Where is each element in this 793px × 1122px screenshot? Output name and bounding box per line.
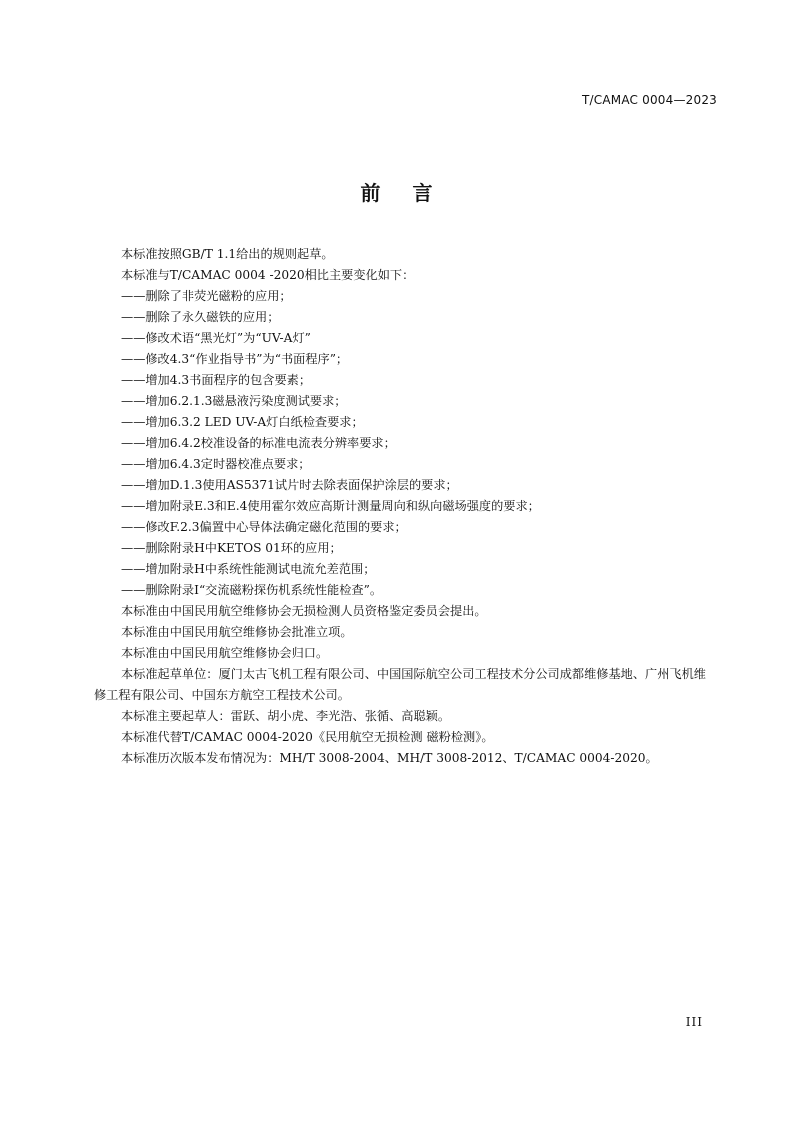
change-item: ——增加4.3书面程序的包含要素； xyxy=(121,373,312,387)
page-title: 前言 xyxy=(360,181,465,205)
page-number: III xyxy=(685,1015,703,1029)
change-item: ——增加附录E.3和E.4使用霍尔效应高斯计测量周向和纵向磁场强度的要求； xyxy=(121,499,540,513)
change-item: ——增加6.2.1.3磁悬液污染度测试要求； xyxy=(121,394,347,408)
change-item: ——增加6.3.2 LED UV-A灯白纸检查要求； xyxy=(121,415,364,429)
change-item: ——删除附录I“交流磁粉探伤机系统性能检查”。 xyxy=(121,583,383,597)
change-item: ——修改F.2.3偏置中心导体法确定磁化范围的要求； xyxy=(121,520,407,534)
paragraph-changes-intro: 本标准与T/CAMAC 0004 -2020相比主要变化如下： xyxy=(121,268,415,282)
paragraph-drafting-rules: 本标准按照GB/T 1.1给出的规则起草。 xyxy=(121,247,334,261)
paragraph-approval: 本标准由中国民用航空维修协会批准立项。 xyxy=(121,625,353,639)
change-item: ——删除了非荧光磁粉的应用； xyxy=(121,289,292,303)
change-item: ——修改术语“黑光灯”为“UV-A灯” xyxy=(121,331,311,345)
paragraph-drafters: 本标准主要起草人：雷跃、胡小虎、李光浩、张循、高聪颖。 xyxy=(121,709,451,723)
change-item: ——增加D.1.3使用AS5371试片时去除表面保护涂层的要求； xyxy=(121,478,458,492)
change-item: ——修改4.3“作业指导书”为“书面程序”； xyxy=(121,352,349,366)
change-item: ——删除了永久磁铁的应用； xyxy=(121,310,280,324)
paragraph-history: 本标准历次版本发布情况为：MH/T 3008-2004、MH/T 3008-2012、T/CAMAC 0004-2020。 xyxy=(121,751,658,765)
change-item: ——增加附录H中系统性能测试电流允差范围； xyxy=(121,562,376,576)
change-item: ——删除附录H中KETOS 01环的应用； xyxy=(121,541,342,555)
foreword-body xyxy=(94,244,714,769)
change-item: ——增加6.4.3定时器校准点要求； xyxy=(121,457,311,471)
document-code-header: T/CAMAC 0004—2023 xyxy=(582,93,717,107)
paragraph-drafting-units: 本标准起草单位：厦门太古飞机工程有限公司、中国国际航空公司工程技术分公司成都维修基地、广州飞机维修工程有限公司、中国东方航空工程技术公司。 xyxy=(94,667,706,702)
paragraph-replaces: 本标准代替T/CAMAC 0004-2020《民用航空无损检测 磁粉检测》。 xyxy=(121,730,494,744)
paragraph-jurisdiction: 本标准由中国民用航空维修协会归口。 xyxy=(121,646,329,660)
paragraph-proposer: 本标准由中国民用航空维修协会无损检测人员资格鉴定委员会提出。 xyxy=(121,604,487,618)
change-item: ——增加6.4.2校准设备的标准电流表分辨率要求； xyxy=(121,436,396,450)
